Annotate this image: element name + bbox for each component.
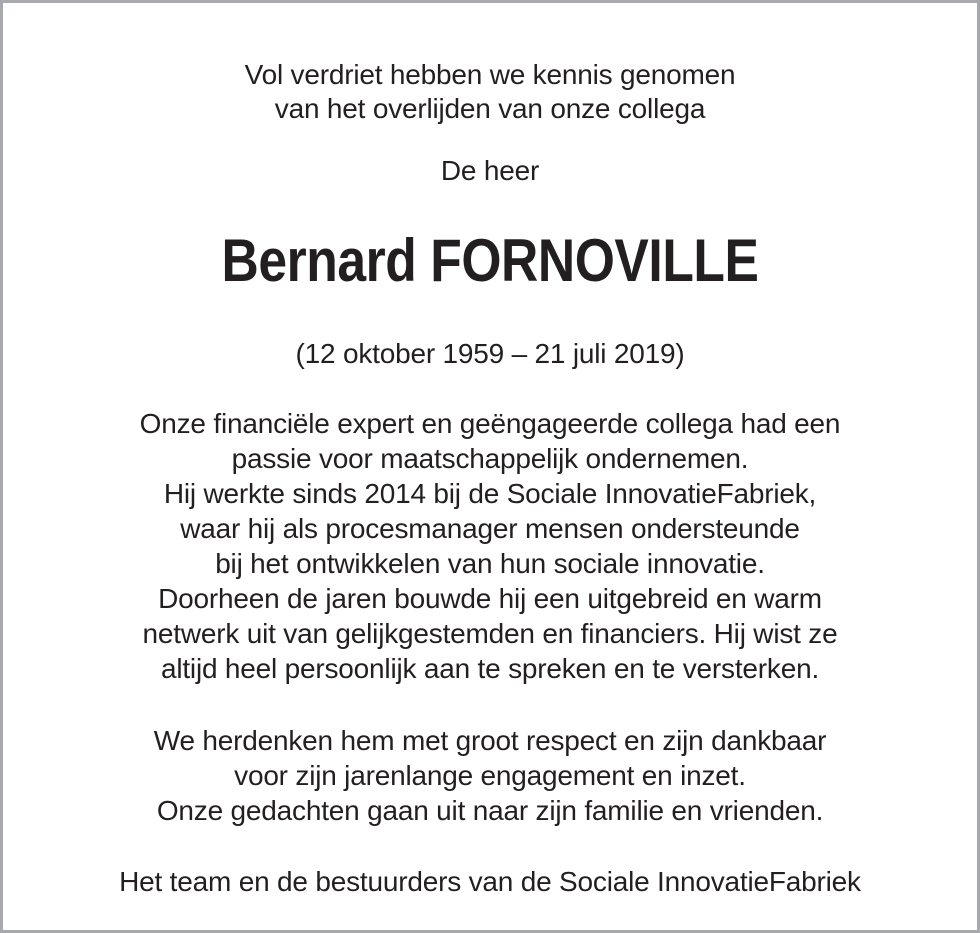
remembrance-line: Onze gedachten gaan uit naar zijn familie en vrienden. (156, 795, 824, 826)
salutation: De heer (440, 155, 540, 186)
life-dates: (12 oktober 1959 – 21 juli 2019) (295, 338, 685, 369)
tribute-line: Doorheen de jaren bouwde hij een uitgebreid en warm (158, 583, 822, 614)
signature-line: Het team en de bestuurders van de Sociale InnovatieFabriek (119, 866, 861, 897)
tribute-line: Hij werkte sinds 2014 bij de Sociale InnovatieFabriek, (163, 478, 817, 509)
remembrance-line: voor zijn jarenlange engagement en inzet. (234, 760, 746, 791)
deceased-name: Bernard FORNOVILLE (221, 227, 759, 294)
tribute-line: altijd heel persoonlijk aan te spreken en te versterken. (160, 653, 820, 684)
tribute-line: passie voor maatschappelijk ondernemen. (231, 443, 749, 474)
tribute-line: Onze financiële expert en geëngageerde collega had een (139, 408, 841, 439)
tribute-line: bij het ontwikkelen van hun sociale innovatie. (215, 548, 765, 579)
remembrance-line: We herdenken hem met groot respect en zijn dankbaar (153, 725, 827, 756)
intro-line-2: van het overlijden van onze collega (274, 93, 706, 124)
intro-line-1: Vol verdriet hebben we kennis genomen (244, 59, 736, 90)
tribute-line: netwerk uit van gelijkgestemden en financiers. Hij wist ze (142, 618, 838, 649)
tribute-line: waar hij als procesmanager mensen ondersteunde (180, 513, 800, 544)
